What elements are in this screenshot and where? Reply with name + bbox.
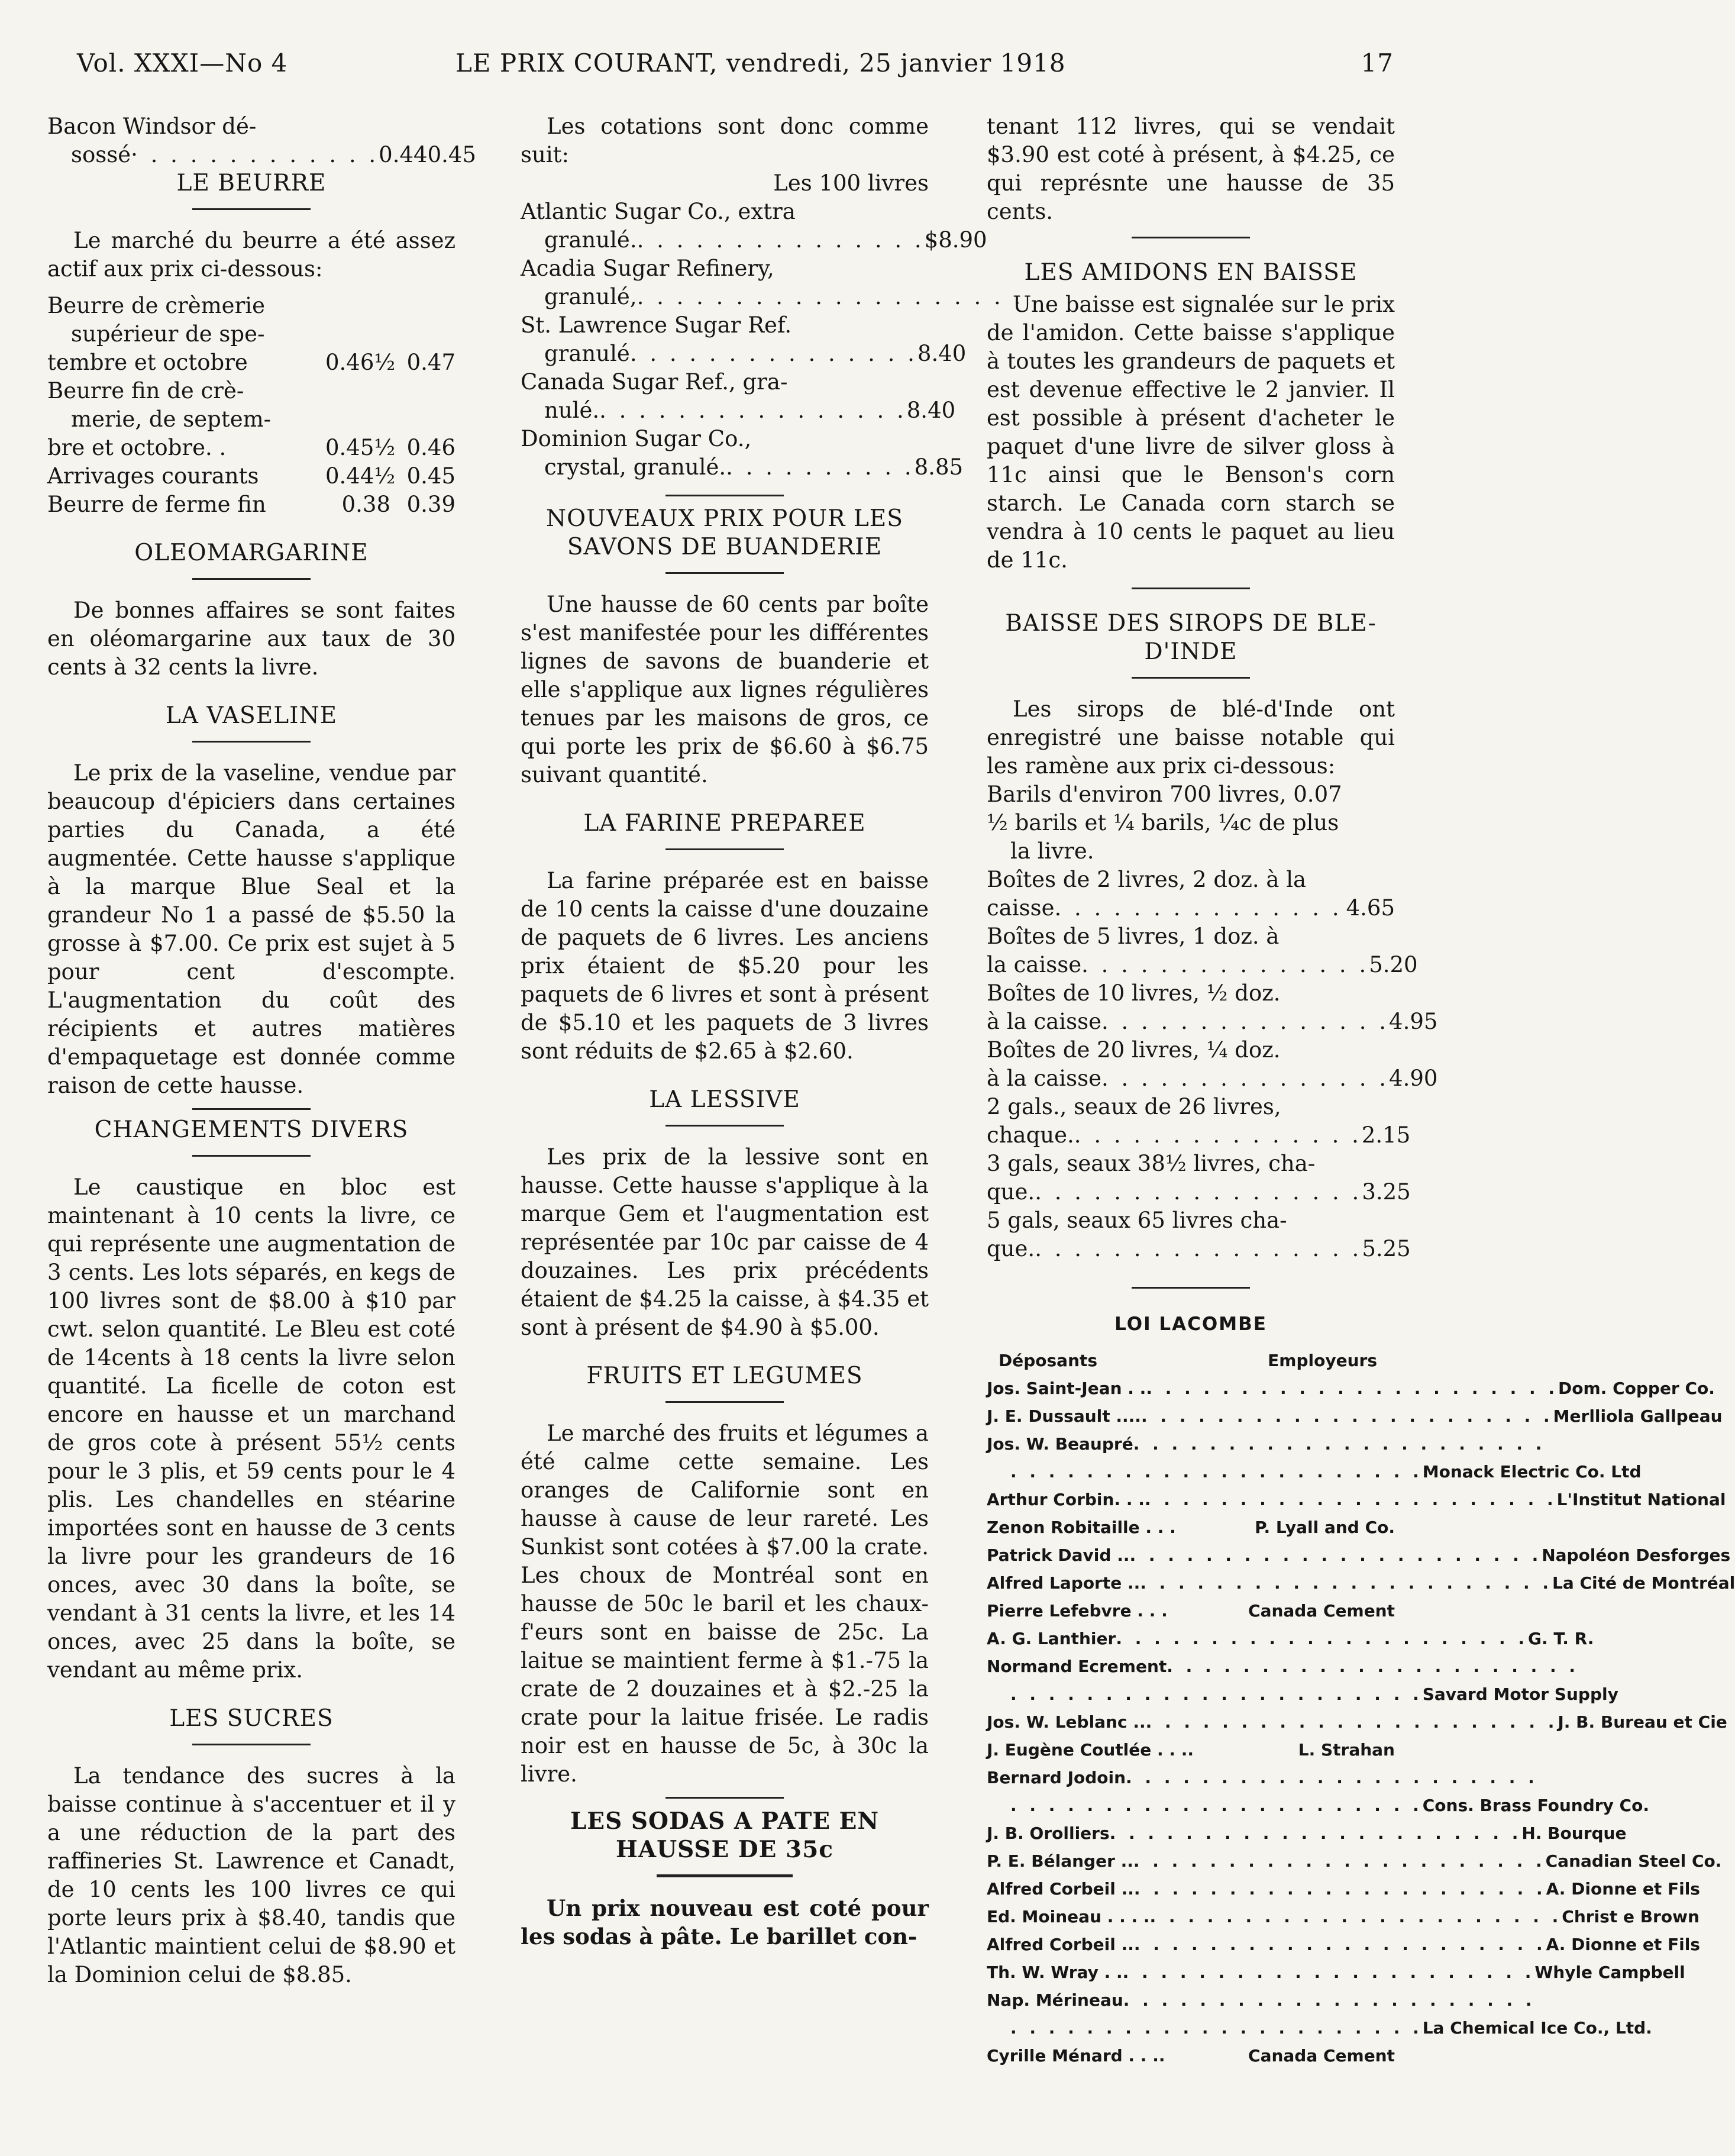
spacer (1168, 1597, 1248, 1625)
deposant-name: Jos. W. Beaupré (987, 1434, 1133, 1454)
sirops-demi: ½ barils et ¼ barils, ¼c de plus (987, 810, 1339, 835)
leader-dots: . . . . . . . . . . . . . . . . . . . . . . (1140, 1406, 1553, 1426)
section-rule (665, 1797, 784, 1799)
page-header (41, 49, 1417, 90)
col-header-employeurs: Employeurs (1268, 1351, 1377, 1370)
page-number: 17 (1361, 49, 1394, 78)
employeur-name: Canadian Steel Co. (1545, 1851, 1722, 1871)
employeur-name: Cons. Brass Foundry Co. (1422, 1796, 1649, 1815)
leader-dots: . . . . . . . . . . . . . . . . . . . . (637, 284, 1024, 309)
loi-entry-row (987, 1847, 1722, 1875)
leader-dots: . . . . . . . . . . . . . . . . . . . . . . (1145, 1712, 1558, 1732)
employeur-name: P. Lyall and Co. (1255, 1518, 1395, 1537)
loi-entry-row (987, 1374, 1715, 1402)
sirop-price-row (987, 1235, 1411, 1263)
leader-dots: . . . . . . . . . . . . . . . . (599, 398, 907, 423)
sirop-price-row (987, 894, 1395, 922)
sugar-row-label: granulé, (544, 284, 637, 309)
sirop-price: 5.25 (1362, 1236, 1411, 1261)
deposant-name: Zenon Robitaille . . . (987, 1518, 1176, 1537)
sirop-price: 5.20 (1369, 952, 1418, 977)
employeur-name: L. Strahan (1298, 1740, 1395, 1760)
deposant-name: Normand Ecrement (987, 1657, 1167, 1676)
employeur-name: Monack Electric Co. Ltd (1422, 1462, 1642, 1482)
price-low: 0.44½ (325, 463, 396, 489)
beurre-row-label: bre et octobre. . (47, 435, 227, 460)
leader-dots: . . . . . . . . . . . . . . . . . . . . . . (1146, 1379, 1559, 1398)
leader-dots: · . . . . . . . . . . . . (131, 142, 379, 167)
savons-text: Une hausse de 60 cents par boîte s'est manifestée pour les différentes lignes de savons de buanderie et elle s'applique aux lignes régulières tenues par les maisons de gros, ce qui porte les prix de $6.60 à $6.75 suivant quantité. (521, 592, 929, 787)
deposant-name: J. Eugène Coutlée . . .. (987, 1740, 1194, 1760)
deposant-name: A. G. Lanthier (987, 1629, 1116, 1648)
employeur-name: Whyle Campbell (1534, 1963, 1685, 1982)
sugar-price: 8.85 (914, 454, 964, 480)
sugar-row-label: St. Lawrence Sugar Ref. (521, 312, 792, 338)
leader-dots: . . . . . . . . . . . . . . . . . . . . . . (1140, 1573, 1552, 1593)
loi-entry-row (987, 1764, 1538, 1792)
section-rule (192, 741, 311, 743)
deposant-name: Jos. Saint-Jean . . (987, 1379, 1146, 1398)
sugar-row-label: Atlantic Sugar Co., extra (521, 199, 796, 224)
employeur-name: Dom. Copper Co. (1558, 1379, 1715, 1398)
sirop-row (987, 1150, 1411, 1206)
loi-entry-row (987, 1792, 1649, 1819)
sugar-price: 8.40 (917, 341, 967, 366)
loi-entry-row (987, 1513, 1395, 1541)
leader-dots: . . . . . . . . . . . . . . . (1074, 1122, 1362, 1148)
fruits-text: Le marché des fruits et légumes a été calme cette semaine. Les oranges de Californie sont en hausse à cause de leur rareté. Les Sunkist sont cotées à $7.00 la crate. Les choux de Montréal sont en hausse de 50c le baril et les chaux-f'eurs sont en baisse de 25c. La laitue se maintient ferme à $1.-75 la crate de 2 douzaines et à $2.-25 la crate pour la laitue frisée. Le radis noir est en hausse de 5c, à 30c la livre. (521, 1421, 929, 1787)
leader-dots: . . . . . . . . . . . . . . . . . . . . . . (1149, 1907, 1562, 1926)
beurre-row-label: Beurre de crèmerie (47, 293, 265, 318)
price-high: 0.45 (427, 142, 476, 167)
sugar-row-label: Canada Sugar Ref., gra- (521, 369, 788, 395)
employeur-name: H. Bourque (1521, 1823, 1627, 1843)
employeur-name: Merlliola Gallpeau (1553, 1406, 1723, 1426)
beurre-row-label: Arrivages courants (47, 463, 259, 489)
deposant-name: J. E. Dussault .... (987, 1406, 1141, 1426)
sirop-row-label: 2 gals., seaux de 26 livres, (987, 1094, 1281, 1119)
leader-dots: . . . . . . . . . . . . . . . . . . . . . . (1129, 1545, 1542, 1565)
sirop-row-label: 5 gals, seaux 65 livres cha- (987, 1208, 1287, 1233)
leader-dots: . . . . . . . . . . . . . . . . . . . . . . (1109, 1823, 1522, 1843)
employeur-name: Napoléon Desforges (1542, 1545, 1731, 1565)
leader-dots: . . . . . . . . . . . . . . . . . . . . . . (1133, 1851, 1546, 1871)
sugar-row (521, 425, 964, 482)
beurre-row-3 (47, 462, 455, 490)
spacer (1176, 1513, 1255, 1541)
employeur-name: La Chemical Ice Co., Ltd. (1422, 2018, 1652, 2038)
section-rule (192, 1744, 311, 1745)
section-rule (192, 208, 311, 210)
section-title-farine: LA FARINE PREPAREE (583, 810, 866, 837)
sirop-row-label: à la caisse (987, 1009, 1101, 1034)
sirop-row (987, 866, 1395, 922)
beurre-row-label: tembre et octobre (47, 350, 248, 375)
sirop-row (987, 979, 1438, 1036)
sugar-price-row (521, 340, 967, 368)
price-low: 0.45½ (325, 435, 396, 460)
leader-dots: . . . . . . . . . . . . . . . . . . . . . . (1010, 2018, 1423, 2038)
sirops-intro: Les sirops de blé-d'Inde ont enregistré une baisse notable qui les ramène aux prix ci-dessous: (987, 696, 1395, 779)
sugar-row (521, 368, 956, 425)
sodas-text: Un prix nouveau est coté pour les sodas à pâte. Le barillet con- (521, 1895, 929, 1950)
sugar-row-label: granulé. (544, 227, 637, 253)
section-rule (192, 1155, 311, 1157)
deposant-name: Arthur Corbin. . . (987, 1490, 1145, 1509)
leader-dots: . . . . . . . . . . . . . . . . . . . . . . (1122, 1963, 1535, 1982)
section-title-sirops: BAISSE DES SIROPS DE BLE-D'INDE (1005, 610, 1377, 665)
leader-dots: . . . . . . . . . . . . . . . (1101, 1009, 1390, 1034)
leader-dots: . . . . . . . . . . . . . . . . . . . . . . (1167, 1657, 1579, 1676)
section-rule (657, 1874, 793, 1877)
section-rule (1132, 588, 1250, 589)
loi-entry-row (987, 1819, 1627, 1847)
section-title-amidons: LES AMIDONS EN BAISSE (1024, 259, 1358, 286)
loi-entry-row (987, 2042, 1395, 2070)
beurre-row-2 (47, 377, 455, 462)
employeur-name: Canada Cement (1248, 2046, 1395, 2065)
sugar-price: $8.90 (924, 227, 987, 253)
loi-entry-row (987, 1625, 1594, 1652)
sirop-price: 4.90 (1389, 1066, 1438, 1091)
beurre-row-1 (47, 292, 455, 377)
price-high: 0.46 (406, 435, 455, 460)
loi-rows (987, 1374, 1735, 2070)
deposant-name: Cyrille Ménard . . .. (987, 2046, 1165, 2065)
volume-number: Vol. XXXI—No 4 (77, 49, 288, 78)
sirop-row-label: Boîtes de 5 livres, 1 doz. à (987, 924, 1280, 949)
loi-entry-row (987, 1458, 1642, 1486)
loi-entry-row (987, 1402, 1723, 1430)
sirop-price-row (987, 1121, 1411, 1150)
deposant-name: Patrick David .. (987, 1545, 1130, 1565)
loi-entry-row (987, 2014, 1652, 2042)
sodas-continuation: tenant 112 livres, qui se vendait $3.90 est coté à présent, à $4.25, ce qui représnte une hausse de 35 cents. (987, 114, 1395, 224)
loi-entry-row (987, 1680, 1618, 1708)
sirop-row-label: chaque. (987, 1122, 1074, 1148)
beurre-row-4 (47, 490, 455, 519)
section-rule (192, 578, 311, 580)
sirop-row-label: Boîtes de 20 livres, ¼ doz. (987, 1037, 1281, 1063)
sugar-row (521, 311, 967, 368)
leader-dots: . . . . . . . . . . . . . . . (637, 227, 925, 253)
unit-label: Les 100 livres (773, 170, 929, 196)
bacon-line-2: sossé (71, 142, 131, 167)
price-low: 0.38 (341, 492, 390, 517)
sugar-row-label: Acadia Sugar Refinery, (521, 256, 774, 281)
beurre-price-row (47, 348, 455, 377)
sugar-row-label: nulé. (544, 398, 600, 423)
column-2 (521, 112, 1024, 1959)
leader-dots: . . . . . . . . . . . . . . . . . . . . . . (1123, 1990, 1536, 2010)
section-rule (1132, 677, 1250, 679)
leader-dots: . . . . . . . . . . . . . . . . . . . . . . (1010, 1684, 1423, 1704)
beurre-row-label: Beurre de ferme fin (47, 492, 266, 517)
leader-dots: . . . . . . . . . . . . . . . (1081, 952, 1369, 977)
leader-dots: . . . . . . . . . . . . . . . . . (1035, 1179, 1362, 1205)
loi-entry-row (987, 1903, 1700, 1931)
beurre-row-label: supérieur de spe- (71, 321, 265, 347)
section-rule (665, 1125, 784, 1127)
beurre-row-label: Beurre fin de crè- (47, 378, 244, 404)
employeur-name: L'Institut National (1556, 1490, 1726, 1509)
masthead-date: LE PRIX COURANT, vendredi, 25 janvier 1918 (455, 49, 1066, 78)
vaseline-text: Le prix de la vaseline, vendue par beaucoup d'épiciers dans certaines parties du Canada, a été augmentée. Cette hausse s'applique à la marque Blue Seal et la grandeur No 1 a passé de $5.50 la grosse à $7.00. Ce prix est sujet à 5 pour cent d'escompte. L'augmentation du coût des récipients et autres matières d'empaquetage est donnée comme raison de cette hausse. (47, 760, 455, 1098)
sugar-row (521, 198, 987, 254)
sugar-row-label: crystal, granulé. (544, 454, 726, 480)
deposant-name: Alfred Corbeil .. (987, 1935, 1134, 1954)
deposant-name: J. B. Orolliers (987, 1823, 1110, 1843)
sirop-price: 4.95 (1389, 1009, 1438, 1034)
bacon-line-1: Bacon Windsor dé- (47, 114, 257, 139)
section-rule (1132, 237, 1250, 238)
deposant-name: Bernard Jodoin (987, 1768, 1126, 1787)
oleomargarine-text: De bonnes affaires se sont faites en oléomargarine aux taux de 30 cents à 32 cents la livre. (47, 598, 455, 680)
sugar-price: 8.40 (906, 398, 956, 423)
sirop-row-label: que. (987, 1179, 1035, 1205)
price-high: 0.45 (406, 463, 455, 489)
leader-dots: . . . . . . . . . . . . . . . . . (1035, 1236, 1362, 1261)
employeur-name: J. B. Bureau et Cie (1558, 1712, 1727, 1732)
farine-text: La farine préparée est en baisse de 10 cents la caisse d'une douzaine de paquets de 6 livres. Les anciens prix étaient de $5.20 pour les paquets de 6 livres et sont à présent de $5.10 et les paquets de 3 livres sont réduits de $2.65 à $2.60. (521, 868, 929, 1064)
sirop-row-label: 3 gals, seaux 38½ livres, cha- (987, 1151, 1316, 1176)
deposant-name: Th. W. Wray . . (987, 1963, 1123, 1982)
section-title-changements: CHANGEMENTS DIVERS (94, 1116, 409, 1143)
section-title-beurre: LE BEURRE (176, 170, 327, 196)
sirop-price-row (987, 951, 1418, 979)
deposant-name: Pierre Lefebvre . . . (987, 1601, 1168, 1621)
section-title-savons: NOUVEAUX PRIX POUR LES SAVONS DE BUANDERIE (546, 505, 903, 560)
beurre-intro: Le marché du beurre a été assez actif aux prix ci-dessous: (47, 228, 455, 282)
sirop-row (987, 1206, 1411, 1263)
section-rule (665, 495, 784, 496)
price-high: 0.39 (406, 492, 455, 517)
employeur-name: La Cité de Montréal (1552, 1573, 1735, 1593)
employeur-name: A. Dionne et Fils (1546, 1935, 1700, 1954)
sirop-row-label: que. (987, 1236, 1035, 1261)
leader-dots: . . . . . . . . . . . . . . . . . . . . . . (1126, 1768, 1538, 1787)
section-title-oleomargarine: OLEOMARGARINE (134, 540, 369, 566)
section-title-loi-lacombe: LOI LACOMBE (1114, 1313, 1267, 1335)
leader-dots: . . . . . . . . . . . . . . . (1101, 1066, 1390, 1091)
deposant-name: Alfred Corbeil .. (987, 1879, 1134, 1899)
deposant-name: Alfred Laporte .. (987, 1573, 1140, 1593)
deposant-name: Ed. Moineau . . . . (987, 1907, 1150, 1926)
lessive-text: Les prix de la lessive sont en hausse. Cette hausse s'applique à la marque Gem et l'augmentation est représentée par 10c par caisse de 4 douzaines. Les prix précédents étaient de $4.25 la caisse, à $4.35 et sont à présent de $4.90 à $5.00. (521, 1144, 929, 1340)
bacon-price-row (47, 141, 476, 169)
section-title-vaseline: LA VASELINE (165, 702, 338, 729)
section-rule (1132, 1287, 1250, 1289)
section-title-sucres: LES SUCRES (169, 1705, 334, 1732)
price-high: 0.47 (406, 350, 455, 375)
sirop-price: 3.25 (1362, 1179, 1411, 1205)
loi-entry-row (987, 1875, 1700, 1903)
leader-dots: . . . . . . . . . . . . . . . . . . . . . . (1133, 1434, 1546, 1454)
sugar-price-row (521, 226, 987, 254)
sirop-price-row (987, 1008, 1438, 1036)
sirop-price-row (987, 1064, 1438, 1093)
cotations-intro: Les cotations sont donc comme suit: (521, 114, 929, 167)
leader-dots: . . . . . . . . . . . . . . . . . . . . . . (1133, 1879, 1546, 1899)
loi-header (987, 1347, 1395, 1374)
column-3 (987, 112, 1735, 2070)
loi-entry-row (987, 1430, 1546, 1458)
sugar-row-label: Dominion Sugar Co., (521, 426, 752, 451)
col-header-deposants: Déposants (999, 1351, 1098, 1370)
sirop-row (987, 922, 1418, 979)
sirop-row-label: la caisse (987, 952, 1082, 977)
section-rule (665, 848, 784, 850)
leader-dots: . . . . . . . . . . . . . . . . . . . . . . (1010, 1796, 1423, 1815)
section-rule (665, 1401, 784, 1403)
loi-entry-row (987, 1652, 1579, 1680)
sirops-barils: Barils d'environ 700 livres, 0.07 (987, 782, 1342, 807)
section-title-lessive: LA LESSIVE (649, 1086, 800, 1113)
section-title-sodas: LES SODAS A PATE EN HAUSSE DE 35c (570, 1808, 879, 1863)
sugar-row (521, 254, 1024, 311)
amidons-text: Une baisse est signalée sur le prix de l'amidon. Cette baisse s'applique à toutes les grandeurs de paquets et est devenue effective le 2 janvier. Il est possible à présent d'acheter le paquet d'une livre de silver gloss à 11c ainsi que le Benson's corn starch. Le Canada corn starch se vendra à 10 cents le paquet au lieu de 11c. (987, 292, 1395, 573)
leader-dots: . . . . . . . . . . . . . . . (629, 341, 917, 366)
section-rule (192, 1108, 311, 1110)
loi-entry-row (987, 1486, 1726, 1513)
deposant-name: P. E. Bélanger .. (987, 1851, 1133, 1871)
loi-entry-row (987, 1736, 1395, 1764)
spacer (1165, 2042, 1248, 2070)
sirops-demi-2: la livre. (1010, 838, 1094, 864)
loi-entry-row (987, 1931, 1700, 1958)
leader-dots: . . . . . . . . . . . . . . . . . . . . . . (1144, 1490, 1557, 1509)
sugar-row-label: granulé (544, 341, 630, 366)
sirop-row-label: caisse (987, 895, 1055, 921)
price-low: 0.46½ (325, 350, 396, 375)
leader-dots: . . . . . . . . . . . . . . . (1054, 895, 1342, 921)
sirop-row (987, 1036, 1438, 1093)
employeur-name: Christ e Brown (1562, 1907, 1700, 1926)
leader-dots: . . . . . . . . . . . . . . . . . . . . . . (1116, 1629, 1529, 1648)
spacer (1194, 1736, 1298, 1764)
price-low: 0.44 (379, 142, 428, 167)
sirop-price: 2.15 (1361, 1122, 1411, 1148)
loi-entry-row (987, 1569, 1735, 1597)
leader-dots: . . . . . . . . . . . . . . . . . . . . . . (1133, 1935, 1546, 1954)
deposant-name: Jos. W. Leblanc .. (987, 1712, 1146, 1732)
sirop-price: 4.65 (1346, 895, 1395, 921)
section-title-fruits: FRUITS ET LEGUMES (586, 1363, 863, 1389)
loi-entry-row (987, 1597, 1395, 1625)
leader-dots: . . . . . . . . . . (726, 454, 915, 480)
sugar-price-row (521, 453, 964, 482)
column-1 (47, 112, 476, 1997)
sugar-price-row (521, 283, 1024, 311)
sucres-text: La tendance des sucres à la baisse continue à s'accentuer et il y a une réduction de la part des raffineries St. Lawrence et Canadt, de 10 cents les 100 livres ce qui porte leurs prix à $8.40, tandis que l'Atlantic maintient celui de $8.90 et la Dominion celui de $8.85. (47, 1763, 455, 1987)
deposant-name: Nap. Mérineau (987, 1990, 1123, 2010)
employeur-name: A. Dionne et Fils (1546, 1879, 1700, 1899)
employeur-name: G. T. R. (1528, 1629, 1594, 1648)
beurre-row-label: merie, de septem- (71, 406, 272, 432)
loi-entry-row (987, 1986, 1536, 2014)
sirop-row-label: Boîtes de 10 livres, ½ doz. (987, 980, 1281, 1006)
leader-dots: . . . . . . . . . . . . . . . . . . . . . . (1010, 1462, 1423, 1482)
sirop-row-label: Boîtes de 2 livres, 2 doz. à la (987, 867, 1307, 892)
changements-text: Le caustique en bloc est maintenant à 10 cents la livre, ce qui représente une augmentation de 3 cents. Les lots séparés, en kegs de 100 livres sont de $8.00 à $10 par cwt. selon quantité. Le Bleu est coté de 14cents à 18 cents la livre selon quantité. La ficelle de coton est encore en hausse et un marchand de gros cote à présent 55½ cents pour le 3 plis, et 59 cents pour le 4 plis. Les chandelles en stéarine importées sont en hausse de 3 cents la livre pour les grandeurs de 16 onces, avec 30 dans la boîte, se vendant à 31 cents la livre, et les 14 onces, avec 25 dans la boîte, se vendant au même prix. (47, 1174, 455, 1683)
loi-entry-row (987, 1958, 1685, 1986)
sirop-row-label: à la caisse (987, 1066, 1101, 1091)
section-rule (665, 572, 784, 574)
loi-lacombe-table (987, 1347, 1735, 2070)
sirop-row (987, 1093, 1411, 1150)
sirop-price-row (987, 1178, 1411, 1206)
loi-entry-row (987, 1708, 1727, 1736)
loi-entry-row (987, 1541, 1731, 1569)
sugar-price-row (521, 396, 956, 425)
employeur-name: Canada Cement (1248, 1601, 1395, 1621)
employeur-name: Savard Motor Supply (1422, 1684, 1618, 1704)
beurre-price-row (47, 434, 455, 462)
